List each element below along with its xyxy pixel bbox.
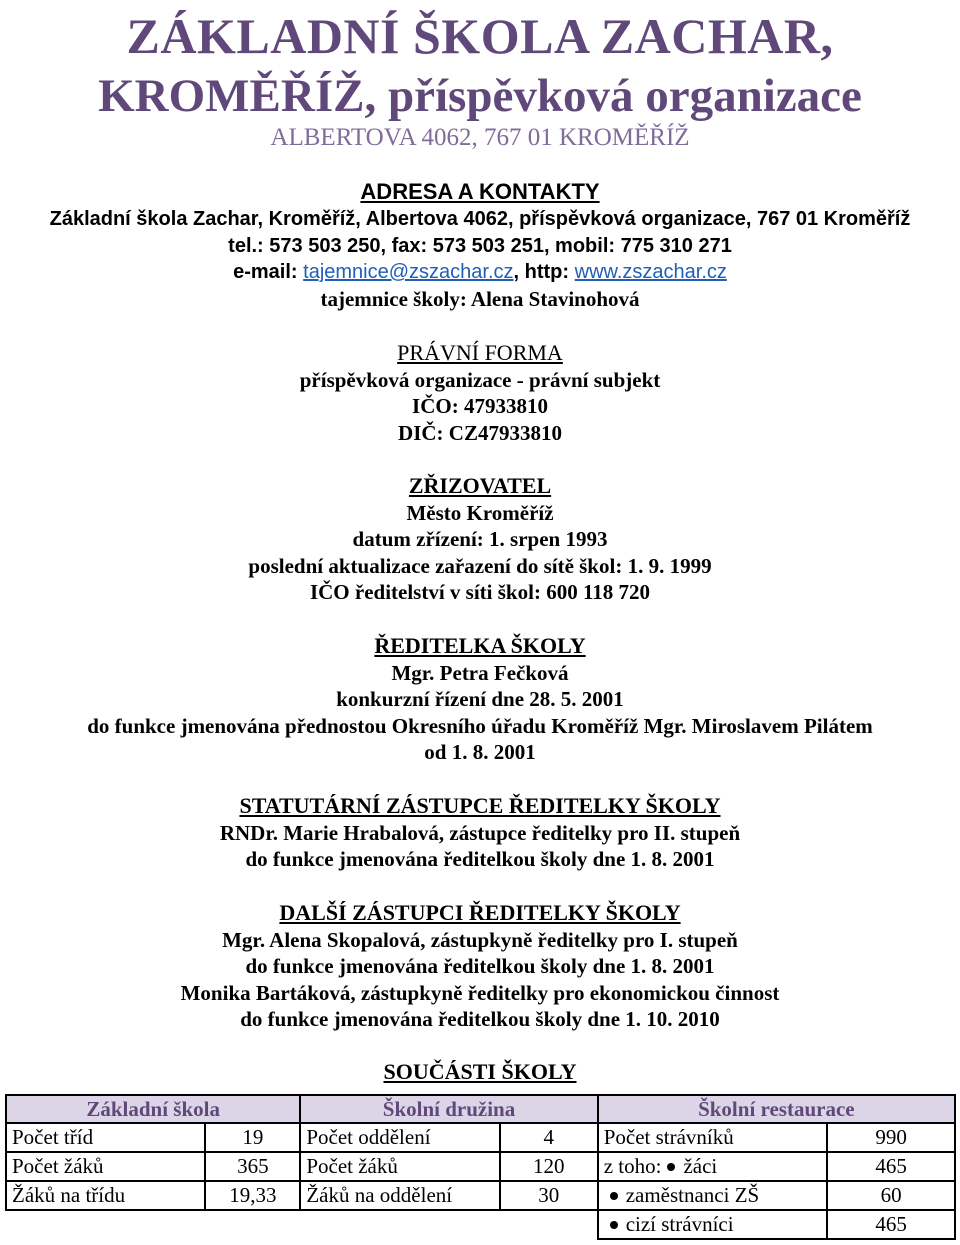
web-link[interactable]: www.zszachar.cz bbox=[574, 261, 727, 284]
table-cell: Žáků na třídu bbox=[6, 1181, 205, 1210]
table-cell: 60 bbox=[827, 1181, 955, 1210]
bullet-icon bbox=[667, 1163, 675, 1171]
parts-heading: SOUČÁSTI ŠKOLY bbox=[383, 1059, 577, 1084]
deputy-line1: RNDr. Marie Hrabalová, zástupce ředitelky pro II. stupeň bbox=[219, 820, 741, 845]
table-header-row bbox=[6, 1095, 955, 1123]
contacts-line3 bbox=[0, 259, 960, 286]
director-line1: Mgr. Petra Fečková bbox=[391, 660, 569, 685]
legal-line1: příspěvková organizace - právní subjekt bbox=[299, 367, 661, 392]
school-address: ALBERTOVA 4062, 767 01 KROMĚŘÍŽ bbox=[270, 124, 690, 151]
table-row bbox=[6, 1181, 955, 1210]
table-cell: 120 bbox=[500, 1152, 598, 1181]
legal-section bbox=[0, 340, 960, 446]
other-deputies-line4: do funkce jmenována ředitelkou školy dne 1. 10. 2010 bbox=[240, 1007, 720, 1032]
director-heading: ŘEDITELKA ŠKOLY bbox=[374, 633, 586, 658]
table-row bbox=[6, 1123, 955, 1152]
founder-line4: IČO ředitelství v síti škol: 600 118 720 bbox=[309, 580, 651, 605]
table-cell: 30 bbox=[500, 1181, 598, 1210]
contacts-line2: tel.: 573 503 250, fax: 573 503 251, mobil: 775 310 271 bbox=[228, 234, 732, 257]
col-header-canteen: Školní restaurace bbox=[598, 1095, 955, 1123]
table-cell: Počet žáků bbox=[300, 1152, 500, 1181]
other-deputies-line3: Monika Bartáková, zástupkyně ředitelky pro ekonomickou činnost bbox=[180, 980, 780, 1005]
table-cell: Počet žáků bbox=[6, 1152, 205, 1181]
table-cell: 465 bbox=[827, 1152, 955, 1181]
empty-cell bbox=[205, 1210, 300, 1239]
director-line4: od 1. 8. 2001 bbox=[424, 740, 536, 765]
empty-cell bbox=[6, 1210, 205, 1239]
other-deputies-line1: Mgr. Alena Skopalová, zástupkyně ředitelky pro I. stupeň bbox=[222, 927, 738, 952]
other-deputies-heading: DALŠÍ ZÁSTUPCI ŘEDITELKY ŠKOLY bbox=[279, 900, 681, 925]
of-which-label: z toho: bbox=[603, 1154, 662, 1178]
table-cell: 19 bbox=[205, 1123, 300, 1152]
legal-line3: DIČ: CZ47933810 bbox=[398, 420, 562, 445]
director-line3: do funkce jmenována přednostou Okresního úřadu Kroměříž Mgr. Miroslavem Pilátem bbox=[87, 713, 873, 738]
table-cell: Počet oddělení bbox=[300, 1123, 500, 1152]
table-cell: 4 bbox=[500, 1123, 598, 1152]
empty-cell bbox=[300, 1210, 500, 1239]
col-header-primary-school: Základní škola bbox=[6, 1095, 300, 1123]
table-cell bbox=[598, 1152, 828, 1181]
empty-cell bbox=[500, 1210, 598, 1239]
legal-heading: PRÁVNÍ FORMA bbox=[397, 340, 563, 365]
table-row bbox=[6, 1210, 955, 1239]
contacts-section bbox=[0, 178, 960, 312]
table-cell: 465 bbox=[827, 1210, 955, 1239]
col-header-after-school: Školní družina bbox=[300, 1095, 597, 1123]
director-line2: konkurzní řízení dne 28. 5. 2001 bbox=[336, 687, 624, 712]
founder-line1: Město Kroměříž bbox=[406, 500, 554, 525]
deputy-heading: STATUTÁRNÍ ZÁSTUPCE ŘEDITELKY ŠKOLY bbox=[239, 793, 721, 818]
table-row bbox=[6, 1152, 955, 1181]
table-cell: Počet tříd bbox=[6, 1123, 205, 1152]
deputy-line2: do funkce jmenována ředitelkou školy dne 1. 8. 2001 bbox=[245, 847, 715, 872]
school-title-line2: KROMĚŘÍŽ, příspěvková organizace bbox=[98, 70, 862, 122]
pupils-label: žáci bbox=[683, 1154, 718, 1178]
founder-heading: ZŘIZOVATEL bbox=[408, 473, 552, 498]
web-label: , http: bbox=[513, 261, 575, 284]
other-deputies-section bbox=[0, 900, 960, 1033]
bullet-icon bbox=[610, 1192, 618, 1200]
staff-label: zaměstnanci ZŠ bbox=[625, 1183, 760, 1207]
email-link[interactable]: tajemnice@zszachar.cz bbox=[303, 261, 514, 284]
director-section bbox=[0, 633, 960, 766]
table-cell: Počet strávníků bbox=[598, 1123, 828, 1152]
parts-table bbox=[5, 1094, 956, 1240]
founder-section bbox=[0, 473, 960, 606]
deputy-section bbox=[0, 793, 960, 873]
other-deputies-line2: do funkce jmenována ředitelkou školy dne 1. 8. 2001 bbox=[245, 954, 715, 979]
founder-line2: datum zřízení: 1. srpen 1993 bbox=[352, 527, 608, 552]
table-cell: Žáků na oddělení bbox=[300, 1181, 500, 1210]
contacts-line4: tajemnice školy: Alena Stavinohová bbox=[320, 286, 640, 311]
email-label: e-mail: bbox=[233, 261, 304, 284]
table-cell: 365 bbox=[205, 1152, 300, 1181]
external-diners-label: cizí strávníci bbox=[625, 1212, 734, 1236]
parts-section bbox=[0, 1059, 960, 1086]
table-cell bbox=[598, 1210, 828, 1239]
table-cell: 19,33 bbox=[205, 1181, 300, 1210]
contacts-heading: ADRESA A KONTAKTY bbox=[360, 179, 600, 204]
bullet-icon bbox=[610, 1221, 618, 1229]
founder-line3: poslední aktualizace zařazení do sítě škol: 1. 9. 1999 bbox=[248, 553, 712, 578]
contacts-line1: Základní škola Zachar, Kroměříž, Albertova 4062, příspěvková organizace, 767 01 Kroměříž bbox=[49, 208, 911, 230]
school-title-line1: ZÁKLADNÍ ŠKOLA ZACHAR, bbox=[126, 8, 834, 64]
legal-line2: IČO: 47933810 bbox=[412, 394, 548, 419]
table-cell bbox=[598, 1181, 828, 1210]
table-cell: 990 bbox=[827, 1123, 955, 1152]
